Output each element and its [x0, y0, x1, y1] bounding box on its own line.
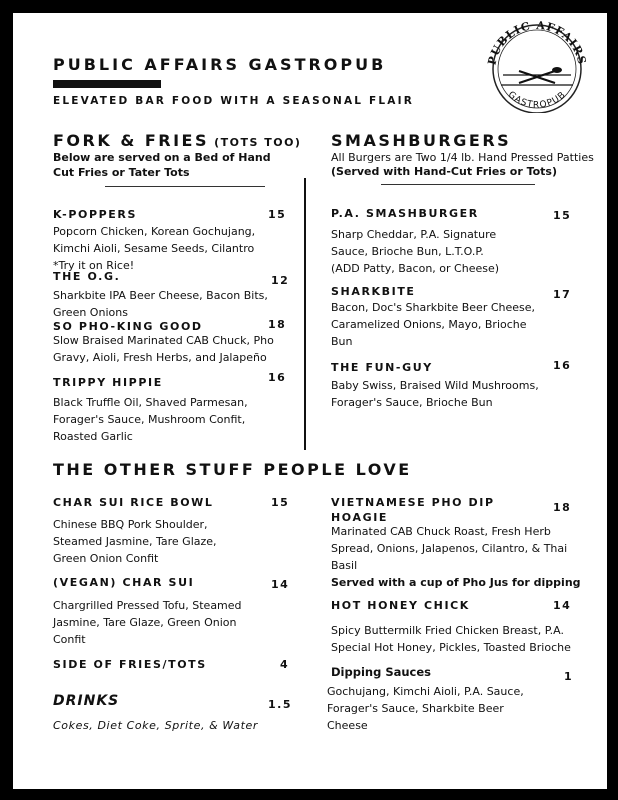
fork-fries-desc-1: Below are served on a Bed of Hand: [53, 151, 271, 164]
menu-item-price: 15: [268, 208, 287, 221]
menu-item-name-line2: HOAGIE: [331, 511, 389, 524]
menu-item-price: 15: [271, 496, 290, 509]
menu-item-name: SIDE OF FRIES/TOTS: [53, 658, 207, 671]
menu-item-desc: Sharp Cheddar, P.A. Signature Sauce, Brioche Bun, L.T.O.P. (ADD Patty, Bacon, or Cheese): [331, 228, 500, 275]
menu-item-desc: Spicy Buttermilk Fried Chicken Breast, P.A. Special Hot Honey, Pickles, Toasted Brioche: [331, 624, 571, 654]
smashburgers-rule: [381, 184, 535, 185]
menu-item-price: 16: [553, 359, 572, 372]
menu-item-price: 15: [553, 209, 572, 222]
menu-item-price: 14: [271, 578, 290, 591]
menu-item-name: SHARKBITE: [331, 285, 416, 298]
menu-item-price: 14: [553, 599, 572, 612]
menu-item-desc: Gochujang, Kimchi Aioli, P.A. Sauce, Forager's Sauce, Sharkbite Beer Cheese: [327, 685, 524, 732]
menu-item-desc: Black Truffle Oil, Shaved Parmesan, Forager's Sauce, Mushroom Confit, Roasted Garlic: [53, 396, 248, 443]
fork-fries-title: FORK & FRIES: [53, 131, 209, 150]
menu-item-price: 18: [553, 501, 572, 514]
menu-item-desc: Baby Swiss, Braised Wild Mushrooms, Forager's Sauce, Brioche Bun: [331, 379, 539, 409]
svg-text:PUBLIC AFFAIRS: [485, 21, 588, 66]
restaurant-name: PUBLIC AFFAIRS GASTROPUB: [53, 55, 387, 74]
smashburgers-title: SMASHBURGERS: [331, 131, 512, 150]
drinks-desc: Cokes, Diet Coke, Sprite, & Water: [53, 719, 259, 732]
menu-item-name: K-POPPERS: [53, 208, 137, 221]
logo-icon: [481, 21, 593, 113]
menu-item-name: VIETNAMESE PHO DIP: [331, 496, 495, 509]
menu-item-price: 16: [268, 371, 287, 384]
menu-page: [13, 13, 607, 789]
fork-fries-rule: [105, 186, 265, 187]
logo-top-text: PUBLIC AFFAIRS: [485, 21, 589, 67]
menu-item-name: THE O.G.: [53, 270, 121, 283]
menu-item-name: CHAR SUI RICE BOWL: [53, 496, 214, 509]
menu-item-price: 17: [553, 288, 572, 301]
menu-item-price: 1: [564, 670, 574, 683]
menu-item-desc: Sharkbite IPA Beer Cheese, Bacon Bits, Green Onions: [53, 289, 268, 319]
logo: [481, 21, 593, 113]
other-stuff-title: THE OTHER STUFF PEOPLE LOVE: [53, 460, 412, 479]
menu-item-name: P.A. SMASHBURGER: [331, 207, 479, 220]
logo-bottom-text: GASTROPUB: [505, 89, 569, 111]
drinks-price: 1.5: [268, 698, 292, 711]
menu-item-desc: Popcorn Chicken, Korean Gochujang, Kimchi Aioli, Sesame Seeds, Cilantro *Try it on Rice!: [53, 225, 256, 272]
menu-item-desc: Slow Braised Marinated CAB Chuck, Pho Gravy, Aioli, Fresh Herbs, and Jalapeño: [53, 334, 274, 364]
menu-item-name: TRIPPY HIPPIE: [53, 376, 163, 389]
smashburgers-desc-1: All Burgers are Two 1/4 lb. Hand Pressed Patties: [331, 151, 594, 164]
menu-item-name: Dipping Sauces: [331, 665, 432, 679]
smashburgers-desc-2: (Served with Hand-Cut Fries or Tots): [331, 165, 557, 178]
menu-item-note: Served with a cup of Pho Jus for dipping: [331, 576, 581, 589]
fork-fries-desc-2: Cut Fries or Tater Tots: [53, 166, 190, 179]
tagline: ELEVATED BAR FOOD WITH A SEASONAL FLAIR: [53, 95, 414, 107]
menu-item-desc: Marinated CAB Chuck Roast, Fresh Herb Spread, Onions, Jalapenos, Cilantro, & Thai Basil Served with a cup of Pho Jus for dipping: [331, 525, 581, 589]
column-divider: [304, 178, 306, 450]
menu-item-price: 4: [280, 658, 290, 671]
menu-item-price: 12: [271, 274, 290, 287]
menu-item-price: 18: [268, 318, 287, 331]
menu-item-name: HOT HONEY CHICK: [331, 599, 470, 612]
menu-item-name: SO PHO-KING GOOD: [53, 320, 203, 333]
menu-item-desc: Bacon, Doc's Sharkbite Beer Cheese, Caramelized Onions, Mayo, Brioche Bun: [331, 301, 536, 348]
header-bar: [53, 80, 161, 88]
fork-fries-subtitle: (TOTS TOO): [214, 136, 302, 149]
menu-item-name: THE FUN-GUY: [331, 361, 433, 374]
fork-fries-heading: [53, 131, 301, 150]
menu-item-desc: Chargrilled Pressed Tofu, Steamed Jasmine, Tare Glaze, Green Onion Confit: [53, 599, 242, 646]
drinks-title: DRINKS: [53, 693, 120, 709]
menu-item-name: (VEGAN) CHAR SUI: [53, 576, 195, 589]
menu-item-desc: Chinese BBQ Pork Shoulder, Steamed Jasmine, Tare Glaze, Green Onion Confit: [53, 518, 217, 565]
